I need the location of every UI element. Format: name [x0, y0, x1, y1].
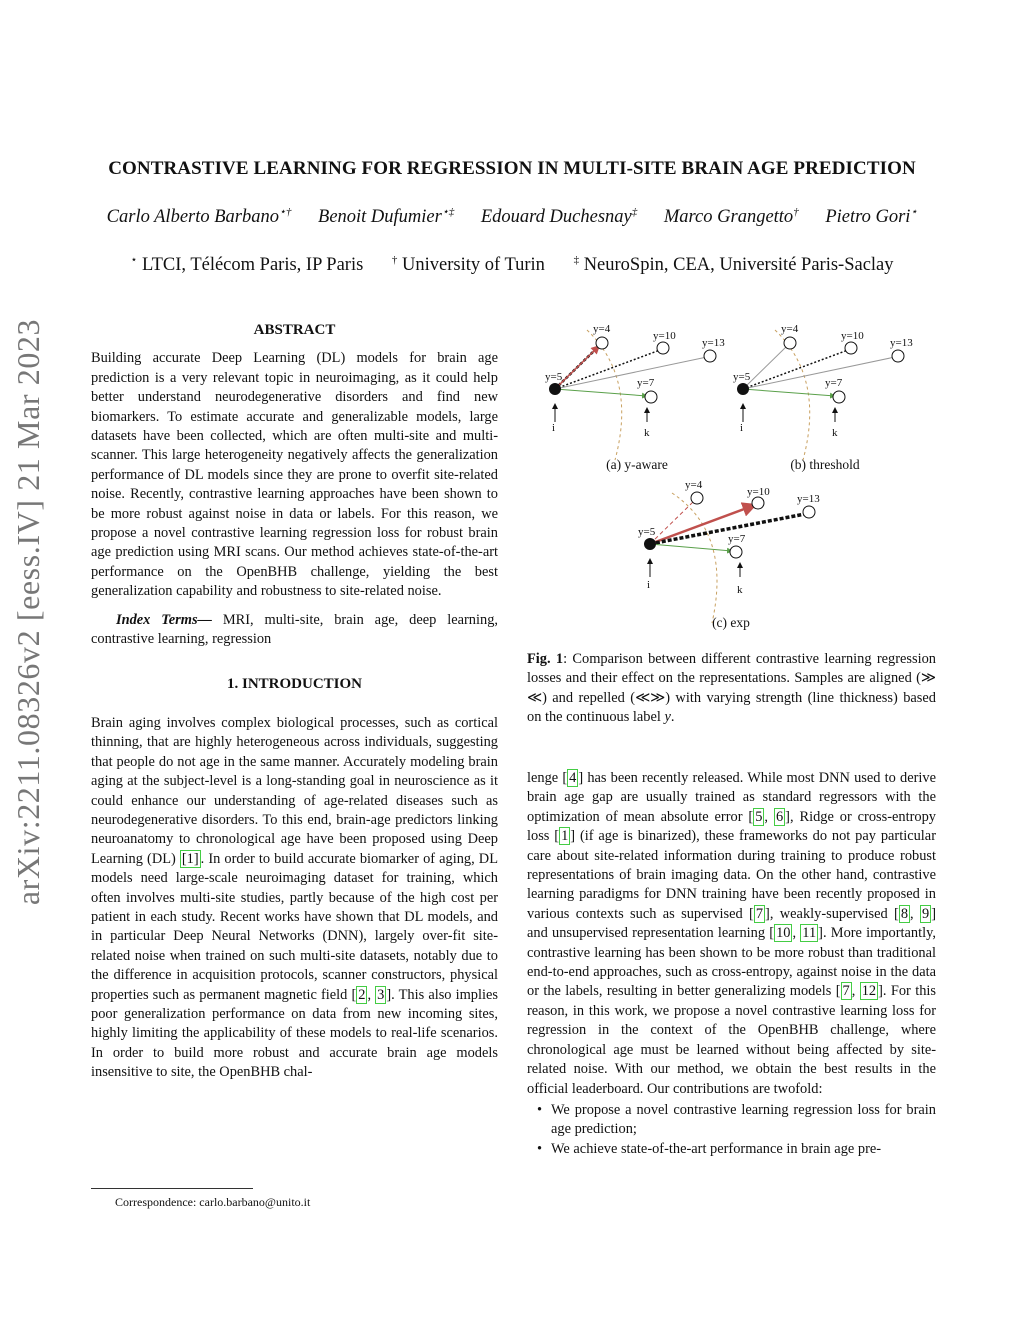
- label-y5: y=5: [733, 371, 751, 383]
- author: Benoit Dufumier⋆‡: [318, 205, 455, 227]
- left-column: [91, 321, 498, 1083]
- label-y5: y=5: [545, 371, 563, 383]
- label-y5: y=5: [638, 526, 656, 538]
- citation-link[interactable]: 2: [358, 986, 366, 1003]
- label-i: i: [552, 422, 556, 434]
- introduction-continued: lenge [ 4 ] has been recently released. While most DNN used to derive brain age gap are usually trained as standard regressors with the optimization of mean absolute error [ 5 , 6 ], Ridge or cross-entropy loss [ 1 ] (if age is binarized), these frameworks do not pay particular care about site-related information during training to produce robust representations of brain imaging data. On the other hand, contrastive learning paradigms for DNN training have been recently proposed in various contexts such as supervised [ 7 ], weakly-supervised [ 8 , 9 ] and unsupervised representation learning [ 10 , 11 ]. More importantly, contrastive learning has been shown to be more robust than traditional end-to-end approaches, such as cross-entropy, against noise in the data or the labels, resulting in better generalizing models [ 7 , 12 ]. For this reason, in this work, we propose a novel contrastive learning loss for regression in the context of the OpenBHB challenge, where chronological age must be learned without being affected by site-related noise. With our method, we obtain the best results in the official leaderboard. Our contributions are twofold:: [527, 770, 937, 1097]
- arxiv-identifier: arXiv:2211.08326v2 [eess.IV] 21 Mar 2023: [10, 318, 46, 906]
- label-y13: y=13: [702, 337, 725, 349]
- citation-link[interactable]: 5: [755, 808, 763, 825]
- subcaption-c: (c) exp: [712, 615, 750, 630]
- author: Carlo Alberto Barbano⋆†: [106, 205, 292, 227]
- citation-link[interactable]: 3: [377, 986, 385, 1003]
- label-y4: y=4: [781, 323, 799, 335]
- citation-link[interactable]: 8: [900, 905, 909, 922]
- footnote-rule: [91, 1188, 253, 1189]
- list-item: • We propose a novel contrastive learning regression loss for brain age prediction;: [551, 1101, 936, 1140]
- affiliation: † University of Turin: [391, 253, 545, 275]
- panel-b-diagram: [733, 323, 913, 460]
- label-y10: y=10: [653, 330, 676, 342]
- label-y7: y=7: [825, 377, 843, 389]
- label-y7: y=7: [728, 533, 746, 545]
- label-y10: y=10: [747, 486, 770, 498]
- subcaption-b: (b) threshold: [790, 457, 860, 472]
- author: Edouard Duchesnay‡: [480, 205, 638, 227]
- citation-link[interactable]: 12: [861, 983, 877, 1000]
- abstract-heading: ABSTRACT: [253, 322, 336, 338]
- label-y7: y=7: [637, 377, 655, 389]
- citation-link[interactable]: 11: [802, 925, 817, 942]
- subcaption-a: (a) y-aware: [606, 457, 668, 472]
- label-k: k: [737, 584, 743, 596]
- label-y13: y=13: [797, 493, 820, 505]
- author: Pietro Gori⋆: [825, 205, 918, 227]
- introduction-heading: 1. INTRODUCTION: [226, 675, 362, 692]
- affiliation: ⋆ LTCI, Télécom Paris, IP Paris: [130, 253, 364, 275]
- label-y4: y=4: [685, 479, 703, 491]
- figure-1: [527, 318, 947, 638]
- right-column: [527, 769, 936, 1159]
- label-k: k: [644, 427, 650, 439]
- citation-link[interactable]: 6: [775, 808, 784, 825]
- list-item: • We achieve state-of-the-art performance in brain age pre-: [551, 1140, 936, 1159]
- index-terms: Index Terms— MRI, multi-site, brain age, deep learning, contrastive learning, regression: [91, 611, 498, 648]
- affiliation-list: [0, 255, 1024, 276]
- panel-c-diagram: [638, 479, 820, 623]
- author-list: [0, 207, 1024, 228]
- citation-link[interactable]: 7: [842, 983, 850, 1000]
- citation-link[interactable]: 10: [776, 925, 791, 942]
- label-i: i: [647, 579, 651, 591]
- label-y13: y=13: [890, 337, 913, 349]
- footnote: Correspondence: carlo.barbano@unito.it: [115, 1195, 311, 1209]
- citation-link[interactable]: 1: [561, 828, 569, 845]
- label-y4: y=4: [593, 323, 611, 335]
- panel-a-diagram: [545, 323, 725, 460]
- introduction-text: Brain aging involves complex biological processes, such as cortical thinning, that are highly heterogeneous across individuals, suggesting that people do not age in the same manner. Accurately modeling brain aging at the subject-level is a long-standing goal in neuroscience as it could enhance our understanding of age-related diseases such as neurodegenerative disorders. To this end, brain-age predictors linking neuroanatomy to chronological age have been proposed using Deep Learning (DL) [1] . In order to build accurate biomarker of aging, DL models need large-scale neuroimaging dataset for training, which often involves multi-site studies, partly because of the high cost per patient in each study. Recent works have shown that DL models, and in particular Deep Neural Networks (DNN), largely over-fit site-related noise when trained on such multi-site datasets, notably due to the difference in acquisition protocols, scanner constructors, physical properties such as permanent magnetic field [ 2 , 3 ]. This also implies poor generalization performance on data from new incoming sites, highly limiting the applicability of these models to real-life scenarios. In order to build more robust and accurate brain age models insensitive to site, the OpenBHB chal-: [91, 714, 498, 1081]
- citation-link[interactable]: 7: [755, 905, 764, 922]
- citation-link[interactable]: [1]: [181, 850, 199, 867]
- figure-caption: Fig. 1: Comparison between different contrastive learning regression losses and their effect on the representations. Samples are aligned (≫ ≪) and repelled (≪≫) with varying strength (line thickness) based on the continuous label y.: [527, 651, 936, 726]
- label-k: k: [832, 427, 838, 439]
- paper-title: CONTRASTIVE LEARNING FOR REGRESSION IN MULTI-SITE BRAIN AGE PREDICTION: [108, 158, 916, 179]
- citation-link[interactable]: 9: [922, 905, 930, 922]
- author: Marco Grangetto†: [663, 205, 799, 227]
- label-y10: y=10: [841, 330, 864, 342]
- label-i: i: [740, 422, 744, 434]
- contribution-list: [527, 1101, 936, 1159]
- citation-link[interactable]: 4: [569, 770, 577, 786]
- abstract-text: Building accurate Deep Learning (DL) models for brain age prediction is a very relevant topic in neuroimaging, as it could help better understand neurodegenerative disorders and find new biomarkers. To estimate accurate and generalizable models, large datasets have been collected, which are often multi-site and multi-scanner. This large heterogeneity negatively affects the generalization performance of DL models since they are prone to overfit site-related noise. Recently, contrastive learning approaches have been shown to be more robust against noise in data or labels. For this reason, we propose a novel contrastive learning regression loss for robust brain age prediction using MRI scans. Our method achieves state-of-the-art performance on the OpenBHB challenge, yielding the best generalization capability and robustness to site-related noise.: [91, 350, 498, 600]
- affiliation: ‡ NeuroSpin, CEA, Université Paris-Saclay: [573, 253, 894, 275]
